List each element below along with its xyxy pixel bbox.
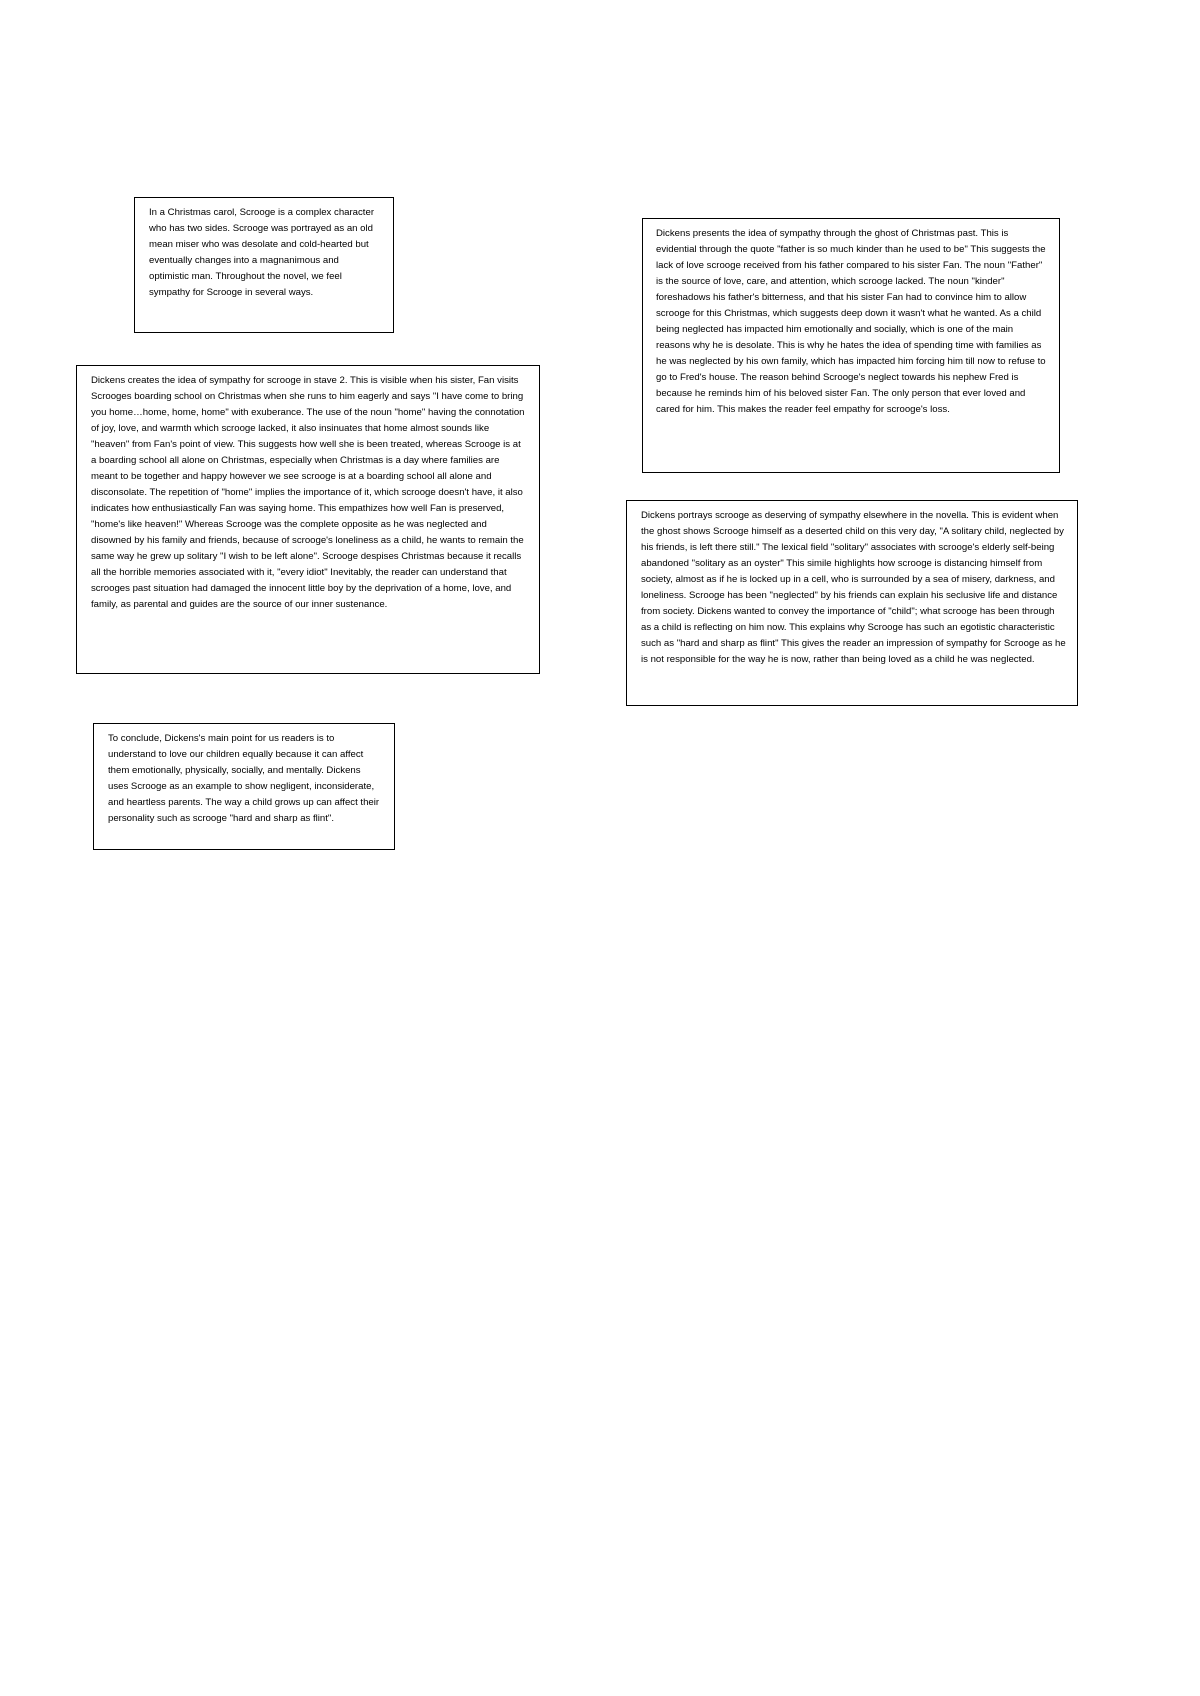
text-box-introduction [134, 197, 394, 333]
elsewhere-paragraph: Dickens portrays scrooge as deserving of sympathy elsewhere in the novella. This is evident when the ghost shows Scrooge himself as a deserted child on this very day, "A solitary child, neglected by his friends, is left there still." The lexical field "solitary" associates with scrooge's elderly self-being abandoned "solitary as an oyster" This simile highlights how scrooge is distancing himself from society, almost as if he is locked up in a cell, who is surrounded by a sea of misery, darkness, and loneliness. Scrooge has been "neglected" by his friends can explain his seclusive life and distance from society. Dickens wanted to convey the importance of "child"; what scrooge has been through as a child is reflecting on him now. This explains why Scrooge has such an egotistic characteristic such as "hard and sharp as flint" This gives the reader an impression of sympathy for Scrooge as he is not responsible for the way he is now, rather than being loved as a child he was neglected. [641, 510, 1066, 665]
text-box-conclusion [93, 723, 395, 850]
text-box-ghost-of-christmas-past [642, 218, 1060, 473]
ghost-paragraph: Dickens presents the idea of sympathy through the ghost of Christmas past. This is evidential through the quote "father is so much kinder than he used to be" This suggests the lack of love scrooge received from his father compared to his sister Fan. The noun "Father" is the source of love, care, and attention, which scrooge lacked. The noun "kinder" foreshadows his father's bitterness, and that his sister Fan had to convince him to allow scrooge for this Christmas, which suggests deep down it wasn't what he wanted. As a child being neglected has impacted him emotionally and socially, which is one of the main reasons why he is desolate. This is why he hates the idea of spending time with families as he was neglected by his own family, which has impacted him forcing him till now to refuse to go to Fred's house. The reason behind Scrooge's neglect towards his nephew Fred is because he reminds him of his beloved sister Fan. The only person that ever loved and cared for him. This makes the reader feel empathy for scrooge's loss. [656, 228, 1046, 415]
text-box-stave-two [76, 365, 540, 674]
introduction-paragraph: In a Christmas carol, Scrooge is a complex character who has two sides. Scrooge was portrayed as an old mean miser who was desolate and cold-hearted but eventually changes into a magnanimous and optimistic man. Throughout the novel, we feel sympathy for Scrooge in several ways. [149, 207, 375, 298]
conclusion-paragraph: To conclude, Dickens's main point for us readers is to understand to love our children equally because it can affect them emotionally, physically, socially, and mentally. Dickens uses Scrooge as an example to show negligent, inconsiderate, and heartless parents. The way a child grows up can affect their personality such as scrooge "hard and sharp as flint". [108, 733, 380, 824]
stave-two-paragraph: Dickens creates the idea of sympathy for scrooge in stave 2. This is visible when his sister, Fan visits Scrooges boarding school on Christmas when she runs to him eagerly and says "I have come to bring you home…home, home, home" with exuberance. The use of the noun "home" having the connotation of joy, love, and warmth which scrooge lacked, it also insinuates that home almost sounds like "heaven" from Fan's point of view. This suggests how well she is been treated, whereas Scrooge is at a boarding school all alone on Christmas, especially when Christmas is a day where families are meant to be together and happy however we see scrooge is at a boarding school all alone and disconsolate. The repetition of "home" implies the importance of it, which scrooge doesn't have, it also indicates how enthusiastically Fan was saying home. This empathizes how well Fan is preserved, "home's like heaven!" Whereas Scrooge was the complete opposite as he was neglected and disowned by his family and friends, because of scrooge's loneliness as a child, he wants to remain the same way he grew up solitary "I wish to be left alone". Scrooge despises Christmas because it recalls all the horrible memories associated with it, "every idiot" Inevitably, the reader can understand that scrooges past situation had damaged the innocent little boy by the deprivation of a home, love, and family, as parental and guides are the source of our inner sustenance. [91, 375, 525, 610]
text-box-elsewhere-in-novella [626, 500, 1078, 706]
